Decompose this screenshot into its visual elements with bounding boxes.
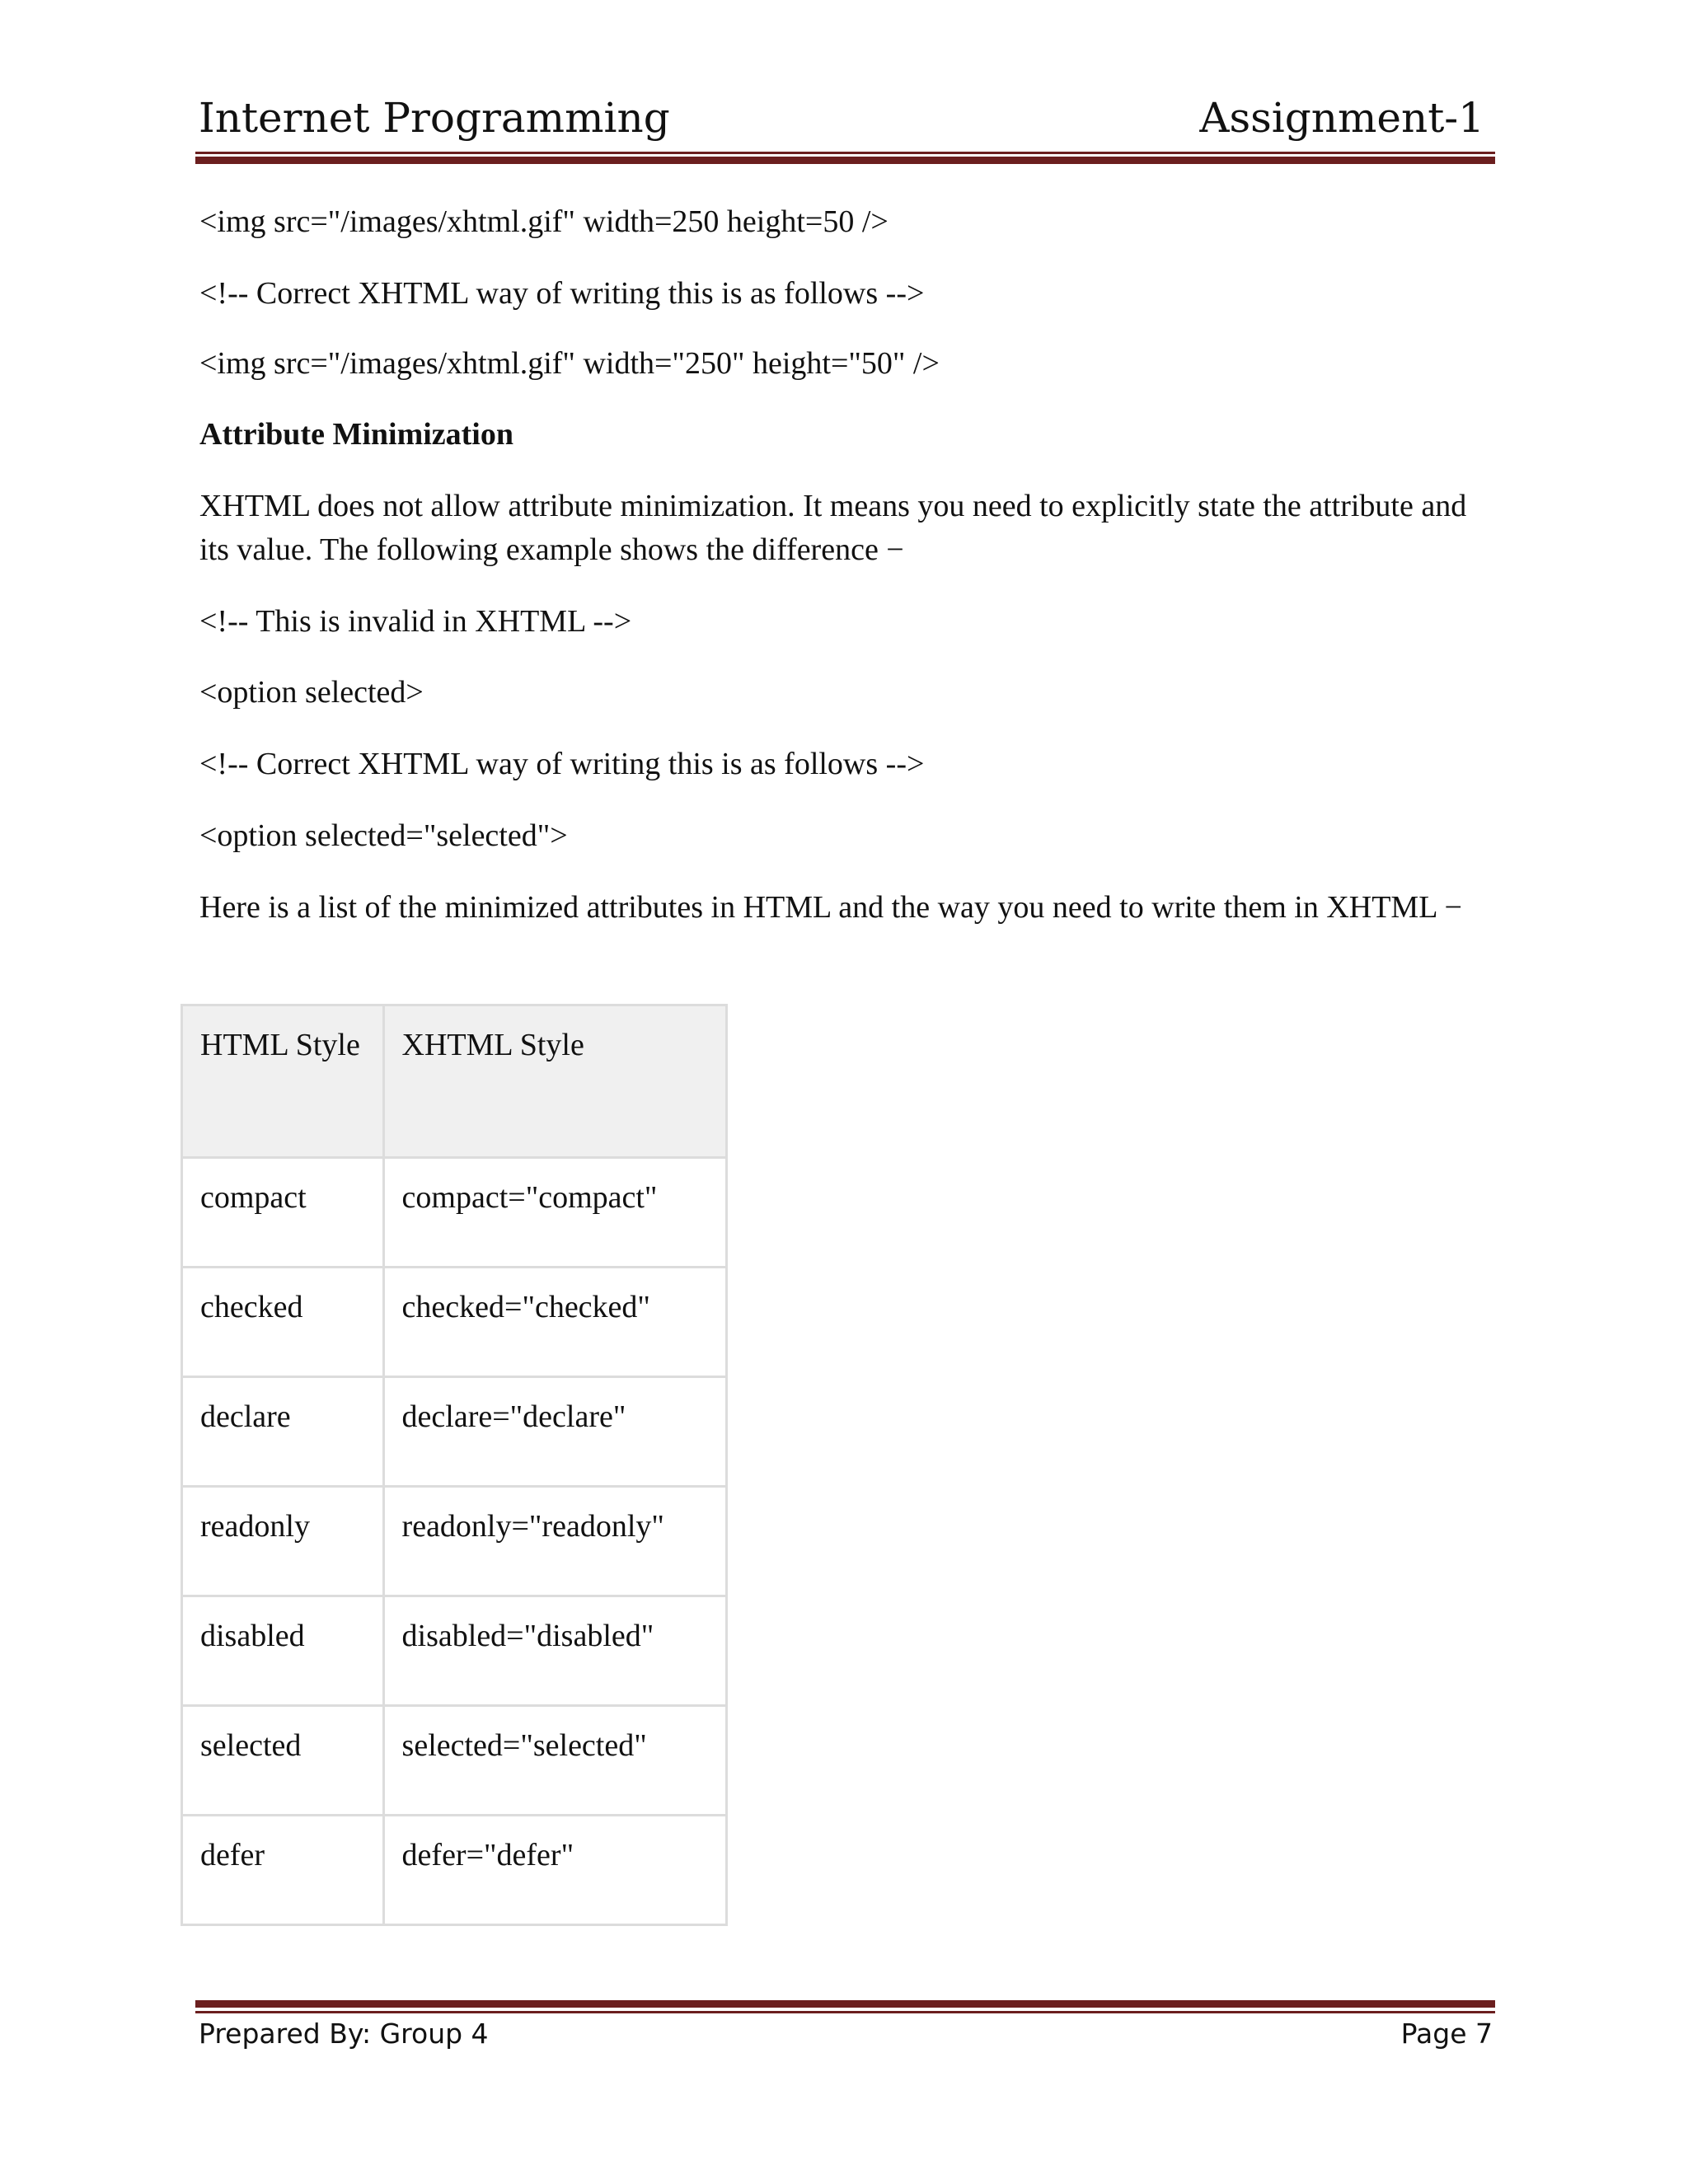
code-line-comment-invalid: <!-- This is invalid in XHTML --> — [199, 604, 632, 639]
paragraph-list-intro: Here is a list of the minimized attributes in HTML and the way you need to write them in XHTML − — [199, 890, 1462, 925]
table-cell-xhtml: checked="checked" — [383, 1268, 726, 1377]
footer-prepared-by: Prepared By: Group 4 — [199, 2018, 489, 2050]
table-cell-html: selected — [182, 1706, 384, 1816]
table-cell-xhtml: selected="selected" — [383, 1706, 726, 1816]
table-row — [182, 1158, 727, 1268]
table-row — [182, 1816, 727, 1925]
table-cell-xhtml: defer="defer" — [383, 1816, 726, 1925]
code-line-option-minimized: <option selected> — [199, 675, 424, 710]
section-heading: Attribute Minimization — [199, 417, 514, 452]
table-row — [182, 1596, 727, 1706]
code-line-img-invalid: <img src="/images/xhtml.gif" width=250 height=50 /> — [199, 204, 889, 239]
table-cell-html: checked — [182, 1268, 384, 1377]
table-cell-html: declare — [182, 1377, 384, 1487]
code-line-option-full: <option selected="selected"> — [199, 818, 568, 853]
header-rule-thick — [195, 157, 1495, 164]
table-cell-xhtml: compact="compact" — [383, 1158, 726, 1268]
header-title: Internet Programming — [199, 94, 670, 142]
header-assignment: Assignment-1 — [1199, 94, 1484, 142]
table-cell-xhtml: disabled="disabled" — [383, 1596, 726, 1706]
table-header-row — [182, 1005, 727, 1158]
header-rule-thin — [195, 152, 1495, 154]
table-row — [182, 1706, 727, 1816]
table-header-html-style: HTML Style — [182, 1005, 384, 1158]
footer-page-number: Page 7 — [1400, 2018, 1493, 2050]
table-cell-xhtml: readonly="readonly" — [383, 1487, 726, 1596]
footer-rule-thin — [195, 2011, 1495, 2013]
table-cell-html: readonly — [182, 1487, 384, 1596]
table-cell-html: disabled — [182, 1596, 384, 1706]
code-line-comment-correct-1: <!-- Correct XHTML way of writing this is as follows --> — [199, 276, 925, 311]
table-row — [182, 1268, 727, 1377]
table-header-xhtml-style: XHTML Style — [383, 1005, 726, 1158]
table-row — [182, 1377, 727, 1487]
paragraph-minimization: XHTML does not allow attribute minimization. It means you need to explicitly state the attribute and its value. The following example shows the difference − — [199, 489, 1467, 567]
attributes-table — [181, 1004, 728, 1926]
table-cell-xhtml: declare="declare" — [383, 1377, 726, 1487]
table-cell-html: defer — [182, 1816, 384, 1925]
footer-rule-thick — [195, 2000, 1495, 2008]
code-line-img-valid: <img src="/images/xhtml.gif" width="250" height="50" /> — [199, 346, 940, 381]
table-cell-html: compact — [182, 1158, 384, 1268]
table-row — [182, 1487, 727, 1596]
code-line-comment-correct-2: <!-- Correct XHTML way of writing this is as follows --> — [199, 747, 925, 781]
